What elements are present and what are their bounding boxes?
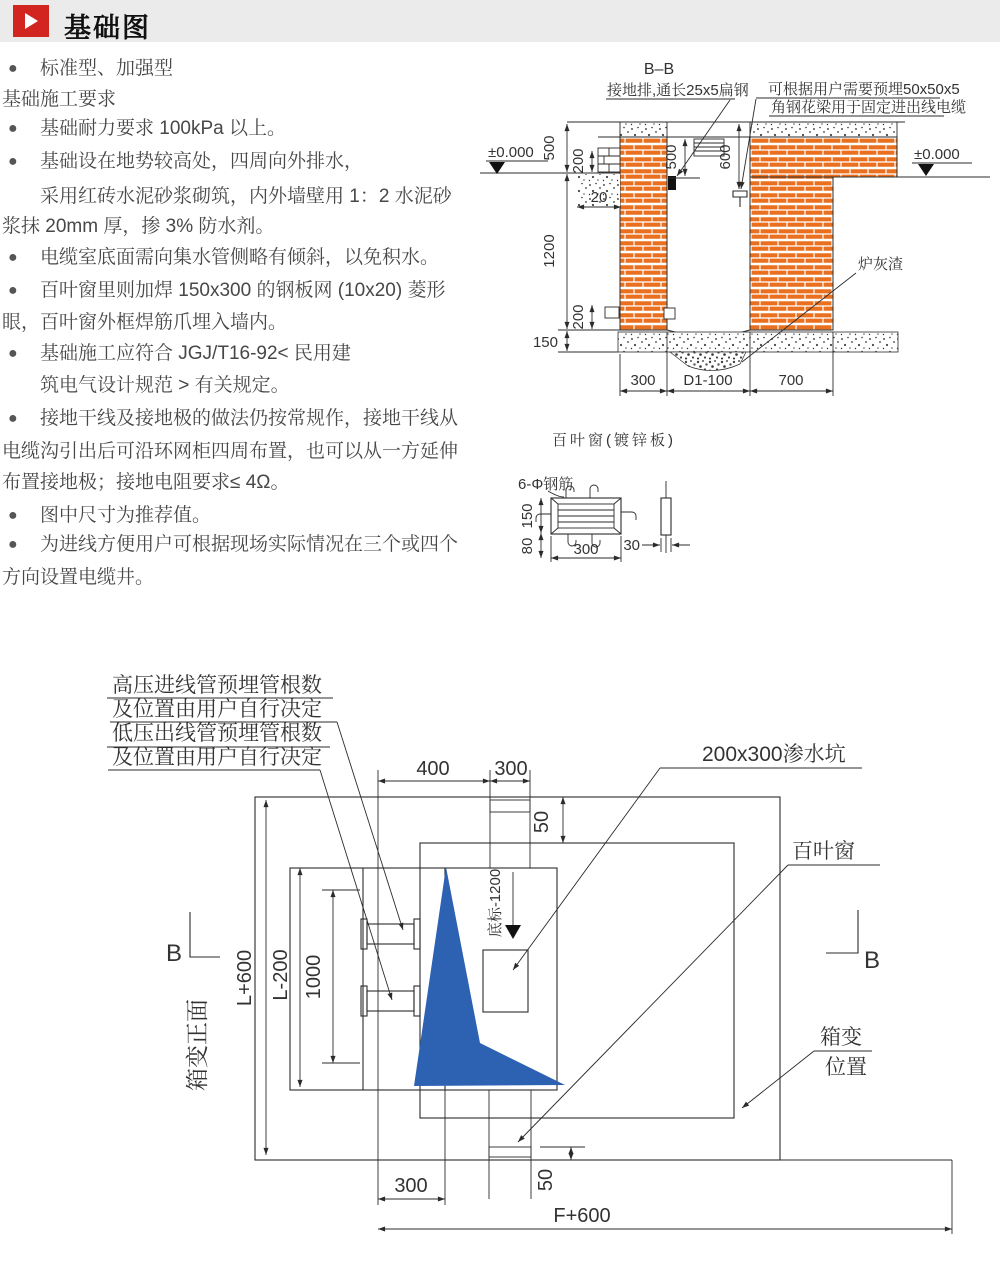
dim-200-top: 200 xyxy=(570,148,587,174)
note-line: ● 接地干线及接地极的做法仍按常规作，接地干线从 xyxy=(0,407,518,431)
note-line: 筑电气设计规范 > 有关规定。 xyxy=(40,375,290,396)
dim-50-top: 50 xyxy=(531,810,553,834)
dim-150: 150 xyxy=(519,503,536,529)
svg-text:及位置由用户自行决定: 及位置由用户自行决定 xyxy=(112,746,322,769)
dim-d1-100: D1-100 xyxy=(683,372,733,389)
dim-l200: L-200 xyxy=(270,949,292,1001)
embedded-pipes xyxy=(361,919,420,1016)
note-line: 浆抹 20mm 厚，掺 3% 防水剂。 xyxy=(2,216,275,237)
dims-left xyxy=(184,800,360,1155)
note-line: 基础施工要求 xyxy=(2,89,117,110)
dim-500-inner: 500 xyxy=(663,144,680,170)
dim-300: 300 xyxy=(573,541,599,558)
red-badge xyxy=(13,5,49,37)
svg-text:±0.000: ±0.000 xyxy=(488,144,534,161)
svg-text:B: B xyxy=(166,940,183,967)
note-line: ● 为进线方便用户可根据现场实际情况在三个或四个 xyxy=(0,533,518,557)
dims-top xyxy=(378,758,563,1205)
note-line: 布置接地极；接地电阻要求≤ 4Ω。 xyxy=(2,472,290,493)
dims-bottom xyxy=(378,1090,952,1234)
svg-text:箱变: 箱变 xyxy=(820,1026,862,1049)
front-face-label: 箱变正面 xyxy=(184,999,210,1091)
dim-30: 30 xyxy=(623,537,640,554)
note-line: ● 标准型、加强型 xyxy=(0,57,518,81)
svg-text:位置: 位置 xyxy=(825,1056,867,1079)
brick-walls xyxy=(620,122,897,330)
dim-f600: F+600 xyxy=(553,1205,611,1227)
dim-1000: 1000 xyxy=(303,954,325,1000)
page-title: 基础图 xyxy=(64,13,151,43)
louver-detail-drawing xyxy=(460,420,760,585)
note-line: ● 百叶窗里则加焊 150x300 的钢板网 (10x20) 菱形 xyxy=(0,279,518,303)
svg-text:百叶窗: 百叶窗 xyxy=(792,840,855,863)
louver-title: 百叶窗(镀锌板) xyxy=(552,432,676,449)
plan-drawing xyxy=(100,660,980,1260)
svg-text:200x300渗水坑: 200x300渗水坑 xyxy=(702,743,846,766)
dim-700: 700 xyxy=(778,372,804,389)
dim-50-bottom: 50 xyxy=(535,1168,557,1192)
dim-300: 300 xyxy=(630,372,656,389)
b-mark-right xyxy=(826,910,880,974)
bb-section-drawing xyxy=(455,55,1000,410)
dim-400: 400 xyxy=(416,758,450,780)
svg-text:±0.000: ±0.000 xyxy=(914,146,960,163)
level-mark-right xyxy=(912,146,972,176)
note-line: ● 图中尺寸为推荐值。 xyxy=(0,504,518,528)
callout-box-position xyxy=(742,1026,872,1108)
svg-text:角钢花梁用于固定进出线电缆: 角钢花梁用于固定进出线电缆 xyxy=(771,99,967,116)
svg-text:低压出线管预埋管根数: 低压出线管预埋管根数 xyxy=(112,722,322,745)
dim-500-left: 500 xyxy=(541,135,558,161)
callout-louver xyxy=(518,840,880,1142)
svg-text:高压进线管预埋管根数: 高压进线管预埋管根数 xyxy=(112,674,322,697)
dim-300-bottom: 300 xyxy=(394,1175,428,1197)
dim-80: 80 xyxy=(519,537,536,555)
louver-dims xyxy=(519,498,690,562)
header-bar xyxy=(0,0,1000,42)
play-icon xyxy=(25,13,38,29)
callout-rebar xyxy=(518,476,573,497)
cinder-gravel xyxy=(670,352,746,371)
bottom-level-marker xyxy=(486,869,521,939)
note-line: ● 基础设在地势较高处，四周向外排水， xyxy=(0,150,518,174)
note-line: ● 电缆室底面需向集水管侧略有倾斜，以免积水。 xyxy=(0,246,518,270)
b-mark-left xyxy=(166,912,220,967)
dim-l600: L+600 xyxy=(234,949,256,1007)
base-layers xyxy=(618,330,898,371)
svg-text:底标-1200: 底标-1200 xyxy=(487,868,504,938)
dim-20: 20 xyxy=(590,189,608,206)
level-mark-left xyxy=(486,144,548,174)
note-line: 采用红砖水泥砂浆砌筑，内外墙壁用 1：2 水泥砂 xyxy=(40,186,452,207)
dim-150: 150 xyxy=(532,334,558,351)
dim-1200: 1200 xyxy=(541,234,558,268)
note-line: 方向设置电缆井。 xyxy=(2,567,155,588)
svg-text:及位置由用户自行决定: 及位置由用户自行决定 xyxy=(112,698,322,721)
angle-steel-bracket xyxy=(733,191,747,207)
note-line: ● 基础耐力要求 100kPa 以上。 xyxy=(0,117,518,141)
section-title: B–B xyxy=(643,61,675,78)
callout-title xyxy=(644,61,674,78)
dim-600: 600 xyxy=(717,144,734,170)
svg-text:6-Φ钢筋: 6-Φ钢筋 xyxy=(518,476,574,493)
note-line: 眼，百叶窗外框焊筋爪埋入墙内。 xyxy=(2,312,288,333)
dim-300-top: 300 xyxy=(494,758,528,780)
louver-side-view xyxy=(661,481,671,553)
svg-text:B: B xyxy=(864,947,881,974)
svg-text:接地排,通长25x5扁钢: 接地排,通长25x5扁钢 xyxy=(607,82,749,99)
dim-200-bottom: 200 xyxy=(570,304,587,330)
note-line: 电缆沟引出后可沿环网柜四周布置，也可以从一方延伸 xyxy=(2,441,459,462)
note-line: ● 基础施工应符合 JGJ/T16-92< 民用建 xyxy=(0,342,518,366)
svg-text:炉灰渣: 炉灰渣 xyxy=(858,256,904,273)
svg-text:可根据用户需要预埋50x50x5: 可根据用户需要预埋50x50x5 xyxy=(768,81,960,98)
